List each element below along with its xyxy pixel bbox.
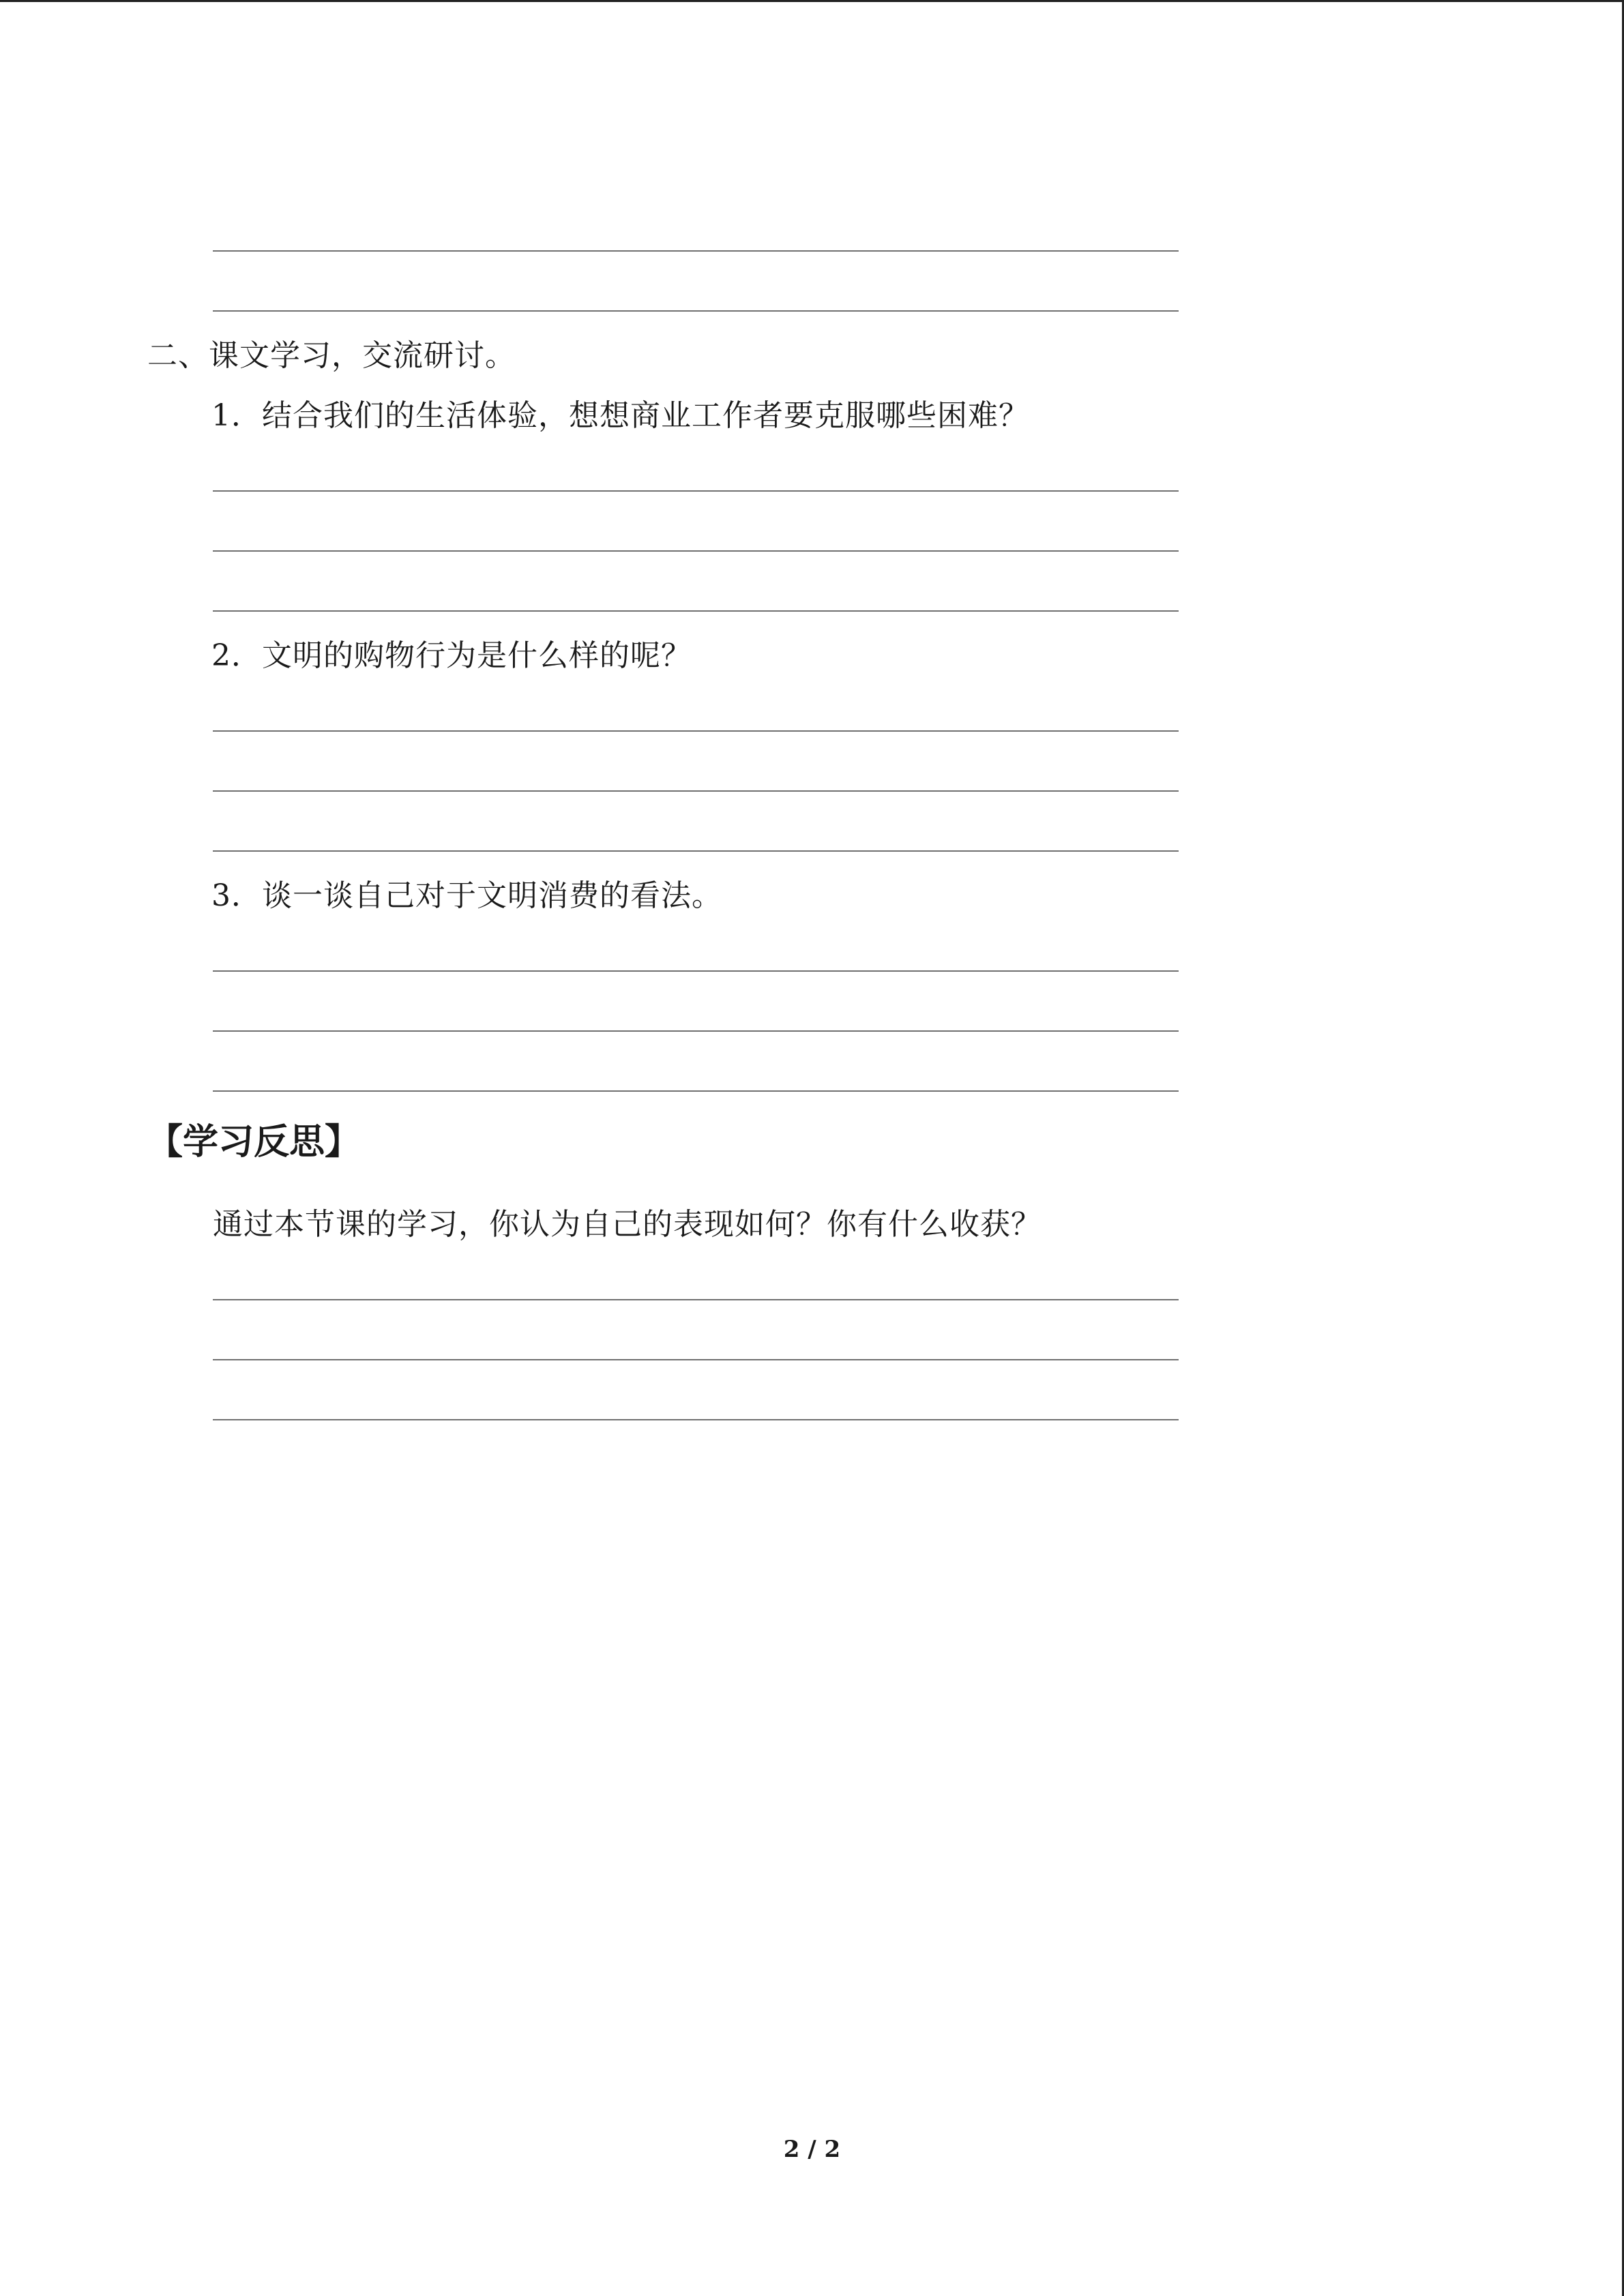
answer-line — [213, 970, 1179, 972]
answer-line — [213, 850, 1179, 852]
answer-line — [213, 730, 1179, 732]
answer-line — [213, 1090, 1179, 1092]
question-2: 2．文明的购物行为是什么样的呢？ — [211, 638, 692, 673]
reflection-heading: 【学习反思】 — [147, 1122, 361, 1163]
question-1: 1．结合我们的生活体验，想想商业工作者要克服哪些困难？ — [211, 398, 1029, 433]
answer-line — [213, 1359, 1179, 1360]
page-number: 2 / 2 — [783, 2136, 841, 2163]
section-heading-2: 二、课文学习，交流研讨。 — [147, 338, 516, 373]
answer-line — [213, 1030, 1179, 1032]
answer-line — [213, 790, 1179, 792]
answer-line — [213, 550, 1179, 552]
answer-line — [213, 250, 1179, 252]
reflection-prompt: 通过本节课的学习，你认为自己的表现如何？你有什么收获？ — [213, 1207, 1042, 1242]
answer-line — [213, 310, 1179, 312]
question-3: 3．谈一谈自己对于文明消费的看法。 — [211, 878, 722, 913]
answer-line — [213, 1299, 1179, 1300]
answer-line — [213, 610, 1179, 612]
answer-line — [213, 490, 1179, 492]
answer-line — [213, 1419, 1179, 1420]
